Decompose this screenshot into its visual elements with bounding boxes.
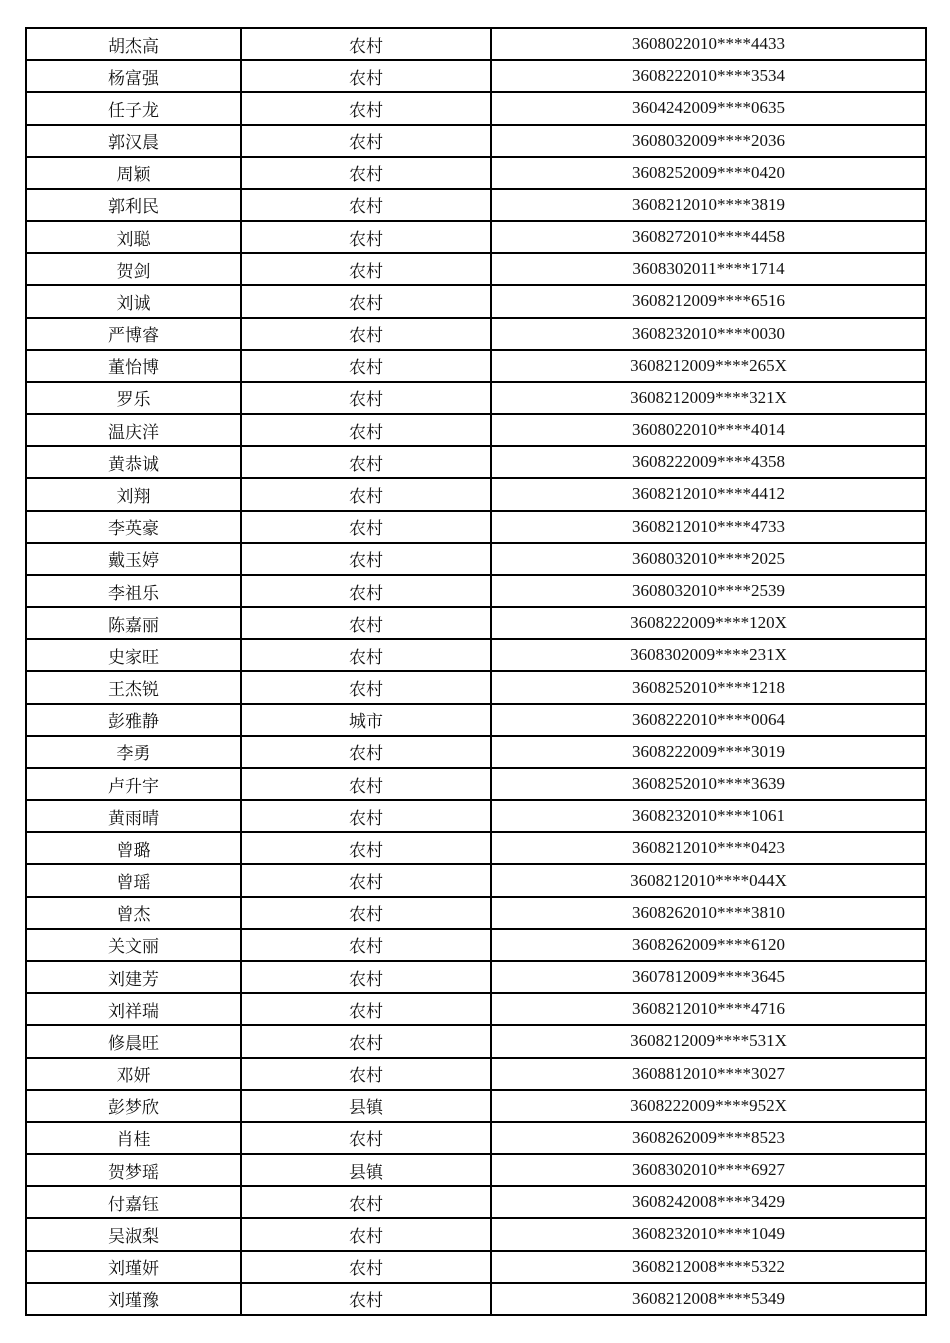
cell-household-category: 农村 <box>241 60 491 92</box>
cell-id-number: 3608262009****8523 <box>491 1122 926 1154</box>
cell-id-number: 3608262009****6120 <box>491 929 926 961</box>
cell-student-name: 吴淑梨 <box>26 1218 241 1250</box>
table-row <box>26 92 926 124</box>
cell-id-number: 3608212009****6516 <box>491 285 926 317</box>
cell-household-category: 农村 <box>241 639 491 671</box>
cell-id-number: 3608222010****3534 <box>491 60 926 92</box>
cell-student-name: 刘翔 <box>26 478 241 510</box>
student-roster-table <box>25 27 927 1316</box>
cell-student-name: 彭雅静 <box>26 704 241 736</box>
cell-student-name: 李勇 <box>26 736 241 768</box>
cell-id-number: 3608252010****1218 <box>491 671 926 703</box>
table-row <box>26 350 926 382</box>
table-row <box>26 318 926 350</box>
table-row <box>26 993 926 1025</box>
cell-id-number: 3608232010****1061 <box>491 800 926 832</box>
cell-household-category: 农村 <box>241 1218 491 1250</box>
cell-id-number: 3608812010****3027 <box>491 1058 926 1090</box>
table-row <box>26 961 926 993</box>
table-row <box>26 414 926 446</box>
table-row <box>26 929 926 961</box>
cell-student-name: 王杰锐 <box>26 671 241 703</box>
table-row <box>26 671 926 703</box>
table-row <box>26 1283 926 1315</box>
cell-id-number: 3608212009****321X <box>491 382 926 414</box>
cell-id-number: 3608032010****2025 <box>491 543 926 575</box>
cell-household-category: 农村 <box>241 511 491 543</box>
cell-id-number: 3608212010****4733 <box>491 511 926 543</box>
cell-household-category: 城市 <box>241 704 491 736</box>
cell-household-category: 农村 <box>241 961 491 993</box>
cell-student-name: 郭利民 <box>26 189 241 221</box>
cell-id-number: 3608212010****044X <box>491 864 926 896</box>
table-row <box>26 511 926 543</box>
cell-id-number: 3608222009****4358 <box>491 446 926 478</box>
table-row <box>26 189 926 221</box>
table-row <box>26 736 926 768</box>
cell-student-name: 曾杰 <box>26 897 241 929</box>
cell-student-name: 曾璐 <box>26 832 241 864</box>
cell-student-name: 刘聪 <box>26 221 241 253</box>
cell-household-category: 农村 <box>241 478 491 510</box>
table-row <box>26 639 926 671</box>
cell-id-number: 3608222009****952X <box>491 1090 926 1122</box>
cell-student-name: 李英豪 <box>26 511 241 543</box>
cell-household-category: 县镇 <box>241 1154 491 1186</box>
table-row <box>26 28 926 60</box>
cell-student-name: 胡杰高 <box>26 28 241 60</box>
table-row <box>26 60 926 92</box>
cell-id-number: 3608212008****5322 <box>491 1251 926 1283</box>
cell-id-number: 3608022010****4433 <box>491 28 926 60</box>
cell-household-category: 农村 <box>241 318 491 350</box>
table-row <box>26 382 926 414</box>
cell-id-number: 3607812009****3645 <box>491 961 926 993</box>
cell-student-name: 肖桂 <box>26 1122 241 1154</box>
cell-student-name: 任子龙 <box>26 92 241 124</box>
cell-id-number: 3608222010****0064 <box>491 704 926 736</box>
cell-household-category: 农村 <box>241 414 491 446</box>
cell-household-category: 农村 <box>241 929 491 961</box>
cell-student-name: 罗乐 <box>26 382 241 414</box>
table-row <box>26 864 926 896</box>
table-row <box>26 768 926 800</box>
cell-household-category: 农村 <box>241 125 491 157</box>
table-row <box>26 1122 926 1154</box>
table-row <box>26 704 926 736</box>
cell-id-number: 3608252010****3639 <box>491 768 926 800</box>
cell-household-category: 农村 <box>241 671 491 703</box>
cell-household-category: 农村 <box>241 993 491 1025</box>
cell-household-category: 农村 <box>241 1251 491 1283</box>
cell-household-category: 农村 <box>241 607 491 639</box>
cell-id-number: 3608262010****3810 <box>491 897 926 929</box>
cell-id-number: 3608032010****2539 <box>491 575 926 607</box>
cell-id-number: 3608232010****1049 <box>491 1218 926 1250</box>
table-row <box>26 1058 926 1090</box>
table-row <box>26 253 926 285</box>
cell-id-number: 3604242009****0635 <box>491 92 926 124</box>
cell-id-number: 3608212008****5349 <box>491 1283 926 1315</box>
cell-household-category: 农村 <box>241 768 491 800</box>
cell-student-name: 彭梦欣 <box>26 1090 241 1122</box>
table-row <box>26 446 926 478</box>
table-row <box>26 1154 926 1186</box>
cell-household-category: 农村 <box>241 800 491 832</box>
cell-id-number: 3608302011****1714 <box>491 253 926 285</box>
table-row <box>26 125 926 157</box>
cell-student-name: 贺剑 <box>26 253 241 285</box>
cell-id-number: 3608022010****4014 <box>491 414 926 446</box>
cell-student-name: 史家旺 <box>26 639 241 671</box>
cell-id-number: 3608232010****0030 <box>491 318 926 350</box>
cell-household-category: 农村 <box>241 1058 491 1090</box>
cell-student-name: 戴玉婷 <box>26 543 241 575</box>
table-row <box>26 607 926 639</box>
cell-household-category: 农村 <box>241 253 491 285</box>
cell-student-name: 李祖乐 <box>26 575 241 607</box>
cell-household-category: 农村 <box>241 157 491 189</box>
cell-household-category: 农村 <box>241 1025 491 1057</box>
cell-id-number: 3608212010****4716 <box>491 993 926 1025</box>
cell-student-name: 刘诚 <box>26 285 241 317</box>
cell-student-name: 董怡博 <box>26 350 241 382</box>
cell-student-name: 邓妍 <box>26 1058 241 1090</box>
cell-household-category: 农村 <box>241 543 491 575</box>
cell-household-category: 农村 <box>241 382 491 414</box>
cell-id-number: 3608222009****120X <box>491 607 926 639</box>
cell-id-number: 3608212010****0423 <box>491 832 926 864</box>
table-row <box>26 1090 926 1122</box>
cell-student-name: 周颖 <box>26 157 241 189</box>
cell-household-category: 农村 <box>241 897 491 929</box>
cell-household-category: 县镇 <box>241 1090 491 1122</box>
roster-table-body <box>26 28 926 1315</box>
cell-household-category: 农村 <box>241 28 491 60</box>
table-row <box>26 832 926 864</box>
cell-household-category: 农村 <box>241 832 491 864</box>
cell-student-name: 郭汉晨 <box>26 125 241 157</box>
cell-student-name: 杨富强 <box>26 60 241 92</box>
cell-student-name: 关文丽 <box>26 929 241 961</box>
cell-id-number: 3608242008****3429 <box>491 1186 926 1218</box>
cell-student-name: 黄恭诚 <box>26 446 241 478</box>
cell-student-name: 刘瑾妍 <box>26 1251 241 1283</box>
cell-student-name: 温庆洋 <box>26 414 241 446</box>
cell-id-number: 3608302009****231X <box>491 639 926 671</box>
cell-id-number: 3608272010****4458 <box>491 221 926 253</box>
table-row <box>26 1025 926 1057</box>
cell-id-number: 3608212010****3819 <box>491 189 926 221</box>
cell-student-name: 贺梦瑶 <box>26 1154 241 1186</box>
cell-household-category: 农村 <box>241 350 491 382</box>
table-row <box>26 285 926 317</box>
table-row <box>26 1251 926 1283</box>
table-row <box>26 543 926 575</box>
table-row <box>26 1186 926 1218</box>
cell-student-name: 陈嘉丽 <box>26 607 241 639</box>
cell-id-number: 3608212010****4412 <box>491 478 926 510</box>
cell-id-number: 3608032009****2036 <box>491 125 926 157</box>
cell-household-category: 农村 <box>241 446 491 478</box>
cell-id-number: 3608302010****6927 <box>491 1154 926 1186</box>
cell-household-category: 农村 <box>241 285 491 317</box>
cell-student-name: 严博睿 <box>26 318 241 350</box>
table-row <box>26 1218 926 1250</box>
cell-id-number: 3608222009****3019 <box>491 736 926 768</box>
cell-household-category: 农村 <box>241 1186 491 1218</box>
table-row <box>26 575 926 607</box>
table-row <box>26 478 926 510</box>
cell-household-category: 农村 <box>241 1283 491 1315</box>
cell-student-name: 曾瑶 <box>26 864 241 896</box>
cell-household-category: 农村 <box>241 1122 491 1154</box>
cell-student-name: 卢升宇 <box>26 768 241 800</box>
cell-student-name: 刘祥瑞 <box>26 993 241 1025</box>
cell-household-category: 农村 <box>241 92 491 124</box>
cell-household-category: 农村 <box>241 221 491 253</box>
cell-student-name: 刘瑾豫 <box>26 1283 241 1315</box>
cell-student-name: 黄雨晴 <box>26 800 241 832</box>
table-row <box>26 897 926 929</box>
table-row <box>26 221 926 253</box>
cell-student-name: 付嘉钰 <box>26 1186 241 1218</box>
table-row <box>26 157 926 189</box>
cell-household-category: 农村 <box>241 864 491 896</box>
cell-student-name: 刘建芳 <box>26 961 241 993</box>
cell-id-number: 3608252009****0420 <box>491 157 926 189</box>
cell-id-number: 3608212009****265X <box>491 350 926 382</box>
cell-id-number: 3608212009****531X <box>491 1025 926 1057</box>
table-row <box>26 800 926 832</box>
cell-household-category: 农村 <box>241 736 491 768</box>
cell-household-category: 农村 <box>241 575 491 607</box>
cell-household-category: 农村 <box>241 189 491 221</box>
cell-student-name: 修晨旺 <box>26 1025 241 1057</box>
